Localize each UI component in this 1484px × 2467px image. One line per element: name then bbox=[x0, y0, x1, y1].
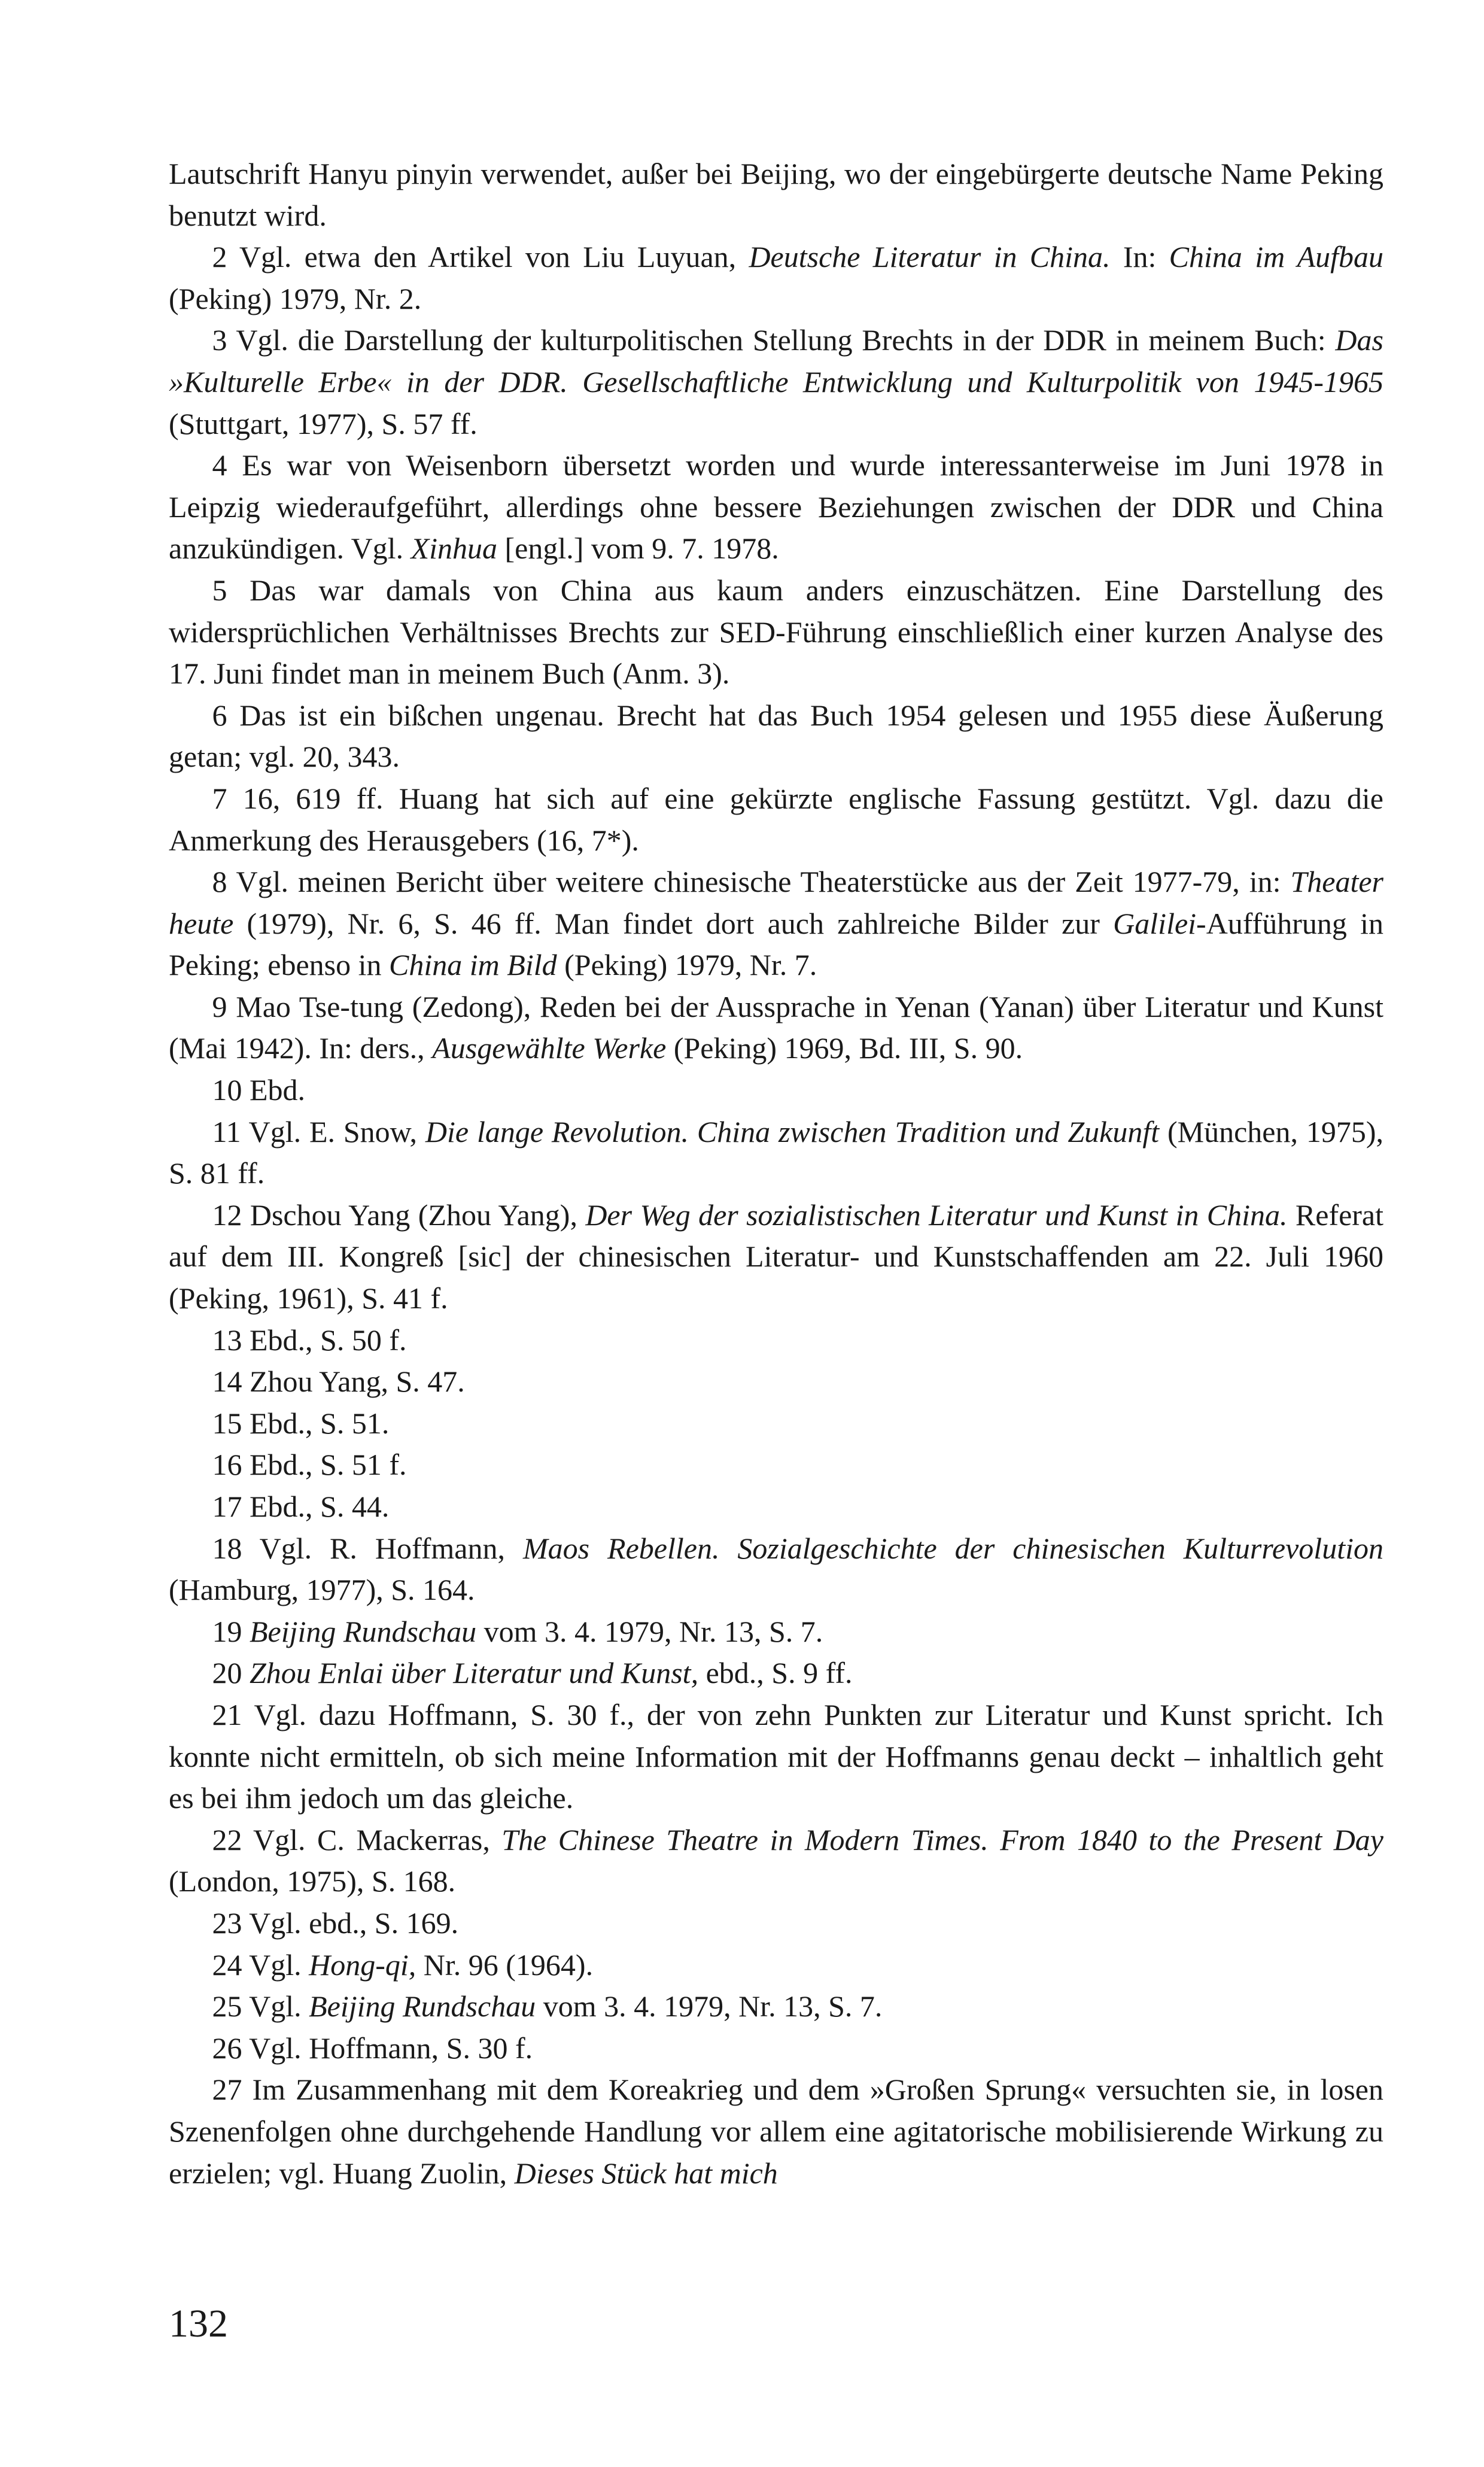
endnote bbox=[169, 1361, 1383, 1403]
endnote-title-italic: Theater heute bbox=[169, 865, 1383, 940]
endnote-text: 19 bbox=[212, 1614, 250, 1648]
endnote-text: (Peking) 1969, Bd. III, S. 90. bbox=[666, 1031, 1023, 1065]
endnote-title-italic: Dieses Stück hat mich bbox=[514, 2156, 778, 2190]
endnote-text: 23 Vgl. ebd., S. 169. bbox=[212, 1906, 459, 1940]
endnote-text: 4 Es war von Weisenborn übersetzt worden und wurde interessanterweise im Juni 1978 in Leipzig wiederaufgeführt, allerdings ohne bessere Beziehungen zwischen der DDR und China anzukündigen. Vgl. bbox=[169, 448, 1383, 566]
endnote-text: 13 Ebd., S. 50 f. bbox=[212, 1323, 407, 1357]
endnote-text: 21 Vgl. dazu Hoffmann, S. 30 f., der von zehn Punkten zur Literatur und Kunst spricht. Ich konnte nicht ermitteln, ob sich meine Information mit der Hoffmanns genau deckt – inhaltlich geht es bei ihm jedoch um das gleiche. bbox=[169, 1697, 1383, 1815]
endnote bbox=[169, 1611, 1383, 1653]
endnote-text: (London, 1975), S. 168. bbox=[169, 1864, 456, 1898]
endnote-title-italic: Deutsche Literatur in China. bbox=[749, 240, 1111, 274]
endnotes-list bbox=[169, 236, 1383, 2194]
endnote-title-italic: China im Bild bbox=[389, 948, 557, 982]
endnote bbox=[169, 1945, 1383, 1986]
endnote-title-italic: Beijing Rundschau bbox=[250, 1614, 477, 1648]
endnote-title-italic: Die lange Revolution. China zwischen Tradition und Zukunft bbox=[425, 1114, 1160, 1149]
endnote-text: 8 Vgl. meinen Bericht über weitere chinesische Theaterstücke aus der Zeit 1977-79, in: bbox=[212, 865, 1291, 899]
endnote bbox=[169, 1320, 1383, 1362]
endnote-title-italic: Ausgewählte Werke bbox=[432, 1031, 667, 1065]
endnote-title-italic: Maos Rebellen. Sozialgeschichte der chinesischen Kulturrevolution bbox=[522, 1531, 1383, 1565]
endnote-text: 24 Vgl. bbox=[212, 1948, 309, 1982]
endnote-title-italic: Beijing Rundschau bbox=[309, 1989, 536, 2024]
endnote-text: 14 Zhou Yang, S. 47. bbox=[212, 1365, 465, 1399]
endnote bbox=[169, 236, 1383, 320]
endnote bbox=[169, 861, 1383, 986]
endnote bbox=[169, 1403, 1383, 1445]
endnote bbox=[169, 1652, 1383, 1694]
endnote-text: 5 Das war damals von China aus kaum anders einzuschätzen. Eine Darstellung des widersprüchlichen Verhältnisses Brechts zur SED-Führung einschließlich einer kurzen Analyse des 17. Juni findet man in meinem Buch (Anm. 3). bbox=[169, 573, 1383, 691]
endnote-text: 22 Vgl. C. Mackerras, bbox=[212, 1822, 502, 1857]
endnote-text: Referat auf dem III. Kongreß [sic] der chinesischen Literatur- und Kunstschaffenden am 22. Juli 1960 (Peking, 1961), S. 41 f. bbox=[169, 1198, 1384, 1315]
endnote-text: [engl.] vom 9. 7. 1978. bbox=[497, 531, 779, 566]
endnote-title-italic: Xinhua bbox=[410, 531, 498, 566]
endnote-text: 2 Vgl. etwa den Artikel von Liu Luyuan, bbox=[212, 240, 749, 274]
endnote bbox=[169, 1195, 1383, 1320]
endnote-text: (Hamburg, 1977), S. 164. bbox=[169, 1573, 475, 1607]
endnote-title-italic: Zhou Enlai über Literatur und Kunst, bbox=[250, 1656, 699, 1690]
endnote bbox=[169, 1986, 1383, 2028]
endnote-text: 7 16, 619 ff. Huang hat sich auf eine gekürzte englische Fassung gestützt. Vgl. dazu die Anmerkung des Herausgebers (16, 7*). bbox=[169, 781, 1383, 857]
endnote bbox=[169, 1903, 1383, 1945]
endnote bbox=[169, 2028, 1383, 2070]
endnote-text: ebd., S. 9 ff. bbox=[698, 1656, 853, 1690]
endnote-text: 11 Vgl. E. Snow, bbox=[212, 1114, 425, 1149]
endnote bbox=[169, 986, 1383, 1070]
endnote bbox=[169, 570, 1383, 695]
endnote-title-italic: The Chinese Theatre in Modern Times. From 1840 to the Present Day bbox=[501, 1822, 1383, 1857]
endnote-text: 20 bbox=[212, 1656, 250, 1690]
endnote-text: 9 Mao Tse-tung (Zedong), Reden bei der Aussprache in Yenan (Yanan) über Literatur und Kunst (Mai 1942). In: ders., bbox=[169, 989, 1383, 1065]
endnote-text: (1979), Nr. 6, S. 46 ff. Man findet dort auch zahlreiche Bilder zur bbox=[233, 906, 1114, 940]
endnote-text: 15 Ebd., S. 51. bbox=[212, 1406, 390, 1440]
endnote-text: (Peking) 1979, Nr. 7. bbox=[556, 948, 817, 982]
page-number: 132 bbox=[169, 2302, 228, 2346]
endnote-text: 26 Vgl. Hoffmann, S. 30 f. bbox=[212, 2031, 533, 2065]
endnote-text: 27 Im Zusammenhang mit dem Koreakrieg und dem »Großen Sprung« versuchten sie, in losen Szenenfolgen ohne durchgehende Handlung vor allem eine agitatorische mobilisierende Wirkung zu erzielen; vgl. Huang Zuolin, bbox=[169, 2073, 1383, 2190]
endnote bbox=[169, 1819, 1383, 1903]
endnote-title-italic: Galilei bbox=[1113, 906, 1197, 940]
endnote-text: 18 Vgl. R. Hoffmann, bbox=[212, 1531, 523, 1565]
endnote bbox=[169, 1486, 1383, 1528]
endnote-title-italic: China im Aufbau bbox=[1169, 240, 1384, 274]
endnote-text: (München, 1975), S. 81 ff. bbox=[169, 1114, 1383, 1190]
endnote-title-italic: Der Weg der sozialistischen Literatur und Kunst in China. bbox=[585, 1198, 1288, 1232]
endnote-continuation: Lautschrift Hanyu pinyin verwendet, außer bei Beijing, wo der eingebürgerte deutsche Name Peking benutzt wird. bbox=[169, 157, 1383, 232]
endnote-text: 17 Ebd., S. 44. bbox=[212, 1490, 390, 1523]
endnote bbox=[169, 1444, 1383, 1486]
endnote-text: 16 Ebd., S. 51 f. bbox=[212, 1448, 407, 1482]
endnote-text: vom 3. 4. 1979, Nr. 13, S. 7. bbox=[476, 1614, 823, 1648]
endnote bbox=[169, 778, 1383, 861]
endnote-text: Nr. 96 (1964). bbox=[416, 1948, 594, 1982]
endnote-text: 12 Dschou Yang (Zhou Yang), bbox=[212, 1198, 586, 1232]
endnote-text: (Peking) 1979, Nr. 2. bbox=[169, 281, 422, 315]
endnote-title-italic: Hong-qi, bbox=[309, 1948, 416, 1982]
endnotes-block bbox=[169, 153, 1383, 2194]
endnote-text: vom 3. 4. 1979, Nr. 13, S. 7. bbox=[536, 1989, 883, 2024]
endnote-text: 3 Vgl. die Darstellung der kulturpolitischen Stellung Brechts in der DDR in meinem Buch: bbox=[212, 323, 1336, 357]
endnote-title-italic: Das »Kulturelle Erbe« in der DDR. Gesellschaftliche Entwicklung und Kulturpolitik von 1945-1965 bbox=[169, 323, 1383, 399]
endnote-text: 25 Vgl. bbox=[212, 1989, 309, 2024]
endnote-text: (Stuttgart, 1977), S. 57 ff. bbox=[169, 406, 478, 440]
endnote bbox=[169, 1528, 1383, 1611]
endnote bbox=[169, 445, 1383, 570]
endnote bbox=[169, 2069, 1383, 2194]
endnote bbox=[169, 1070, 1383, 1111]
endnote-text: 10 Ebd. bbox=[212, 1073, 306, 1107]
endnote-text: 6 Das ist ein bißchen ungenau. Brecht hat das Buch 1954 gelesen und 1955 diese Äußerung getan; vgl. 20, 343. bbox=[169, 698, 1383, 774]
endnote-text: -Aufführung in Peking; ebenso in bbox=[169, 906, 1383, 982]
endnote-text: In: bbox=[1110, 240, 1169, 274]
endnote bbox=[169, 1694, 1383, 1819]
endnote bbox=[169, 695, 1383, 778]
endnote bbox=[169, 1111, 1383, 1195]
endnote bbox=[169, 320, 1383, 445]
